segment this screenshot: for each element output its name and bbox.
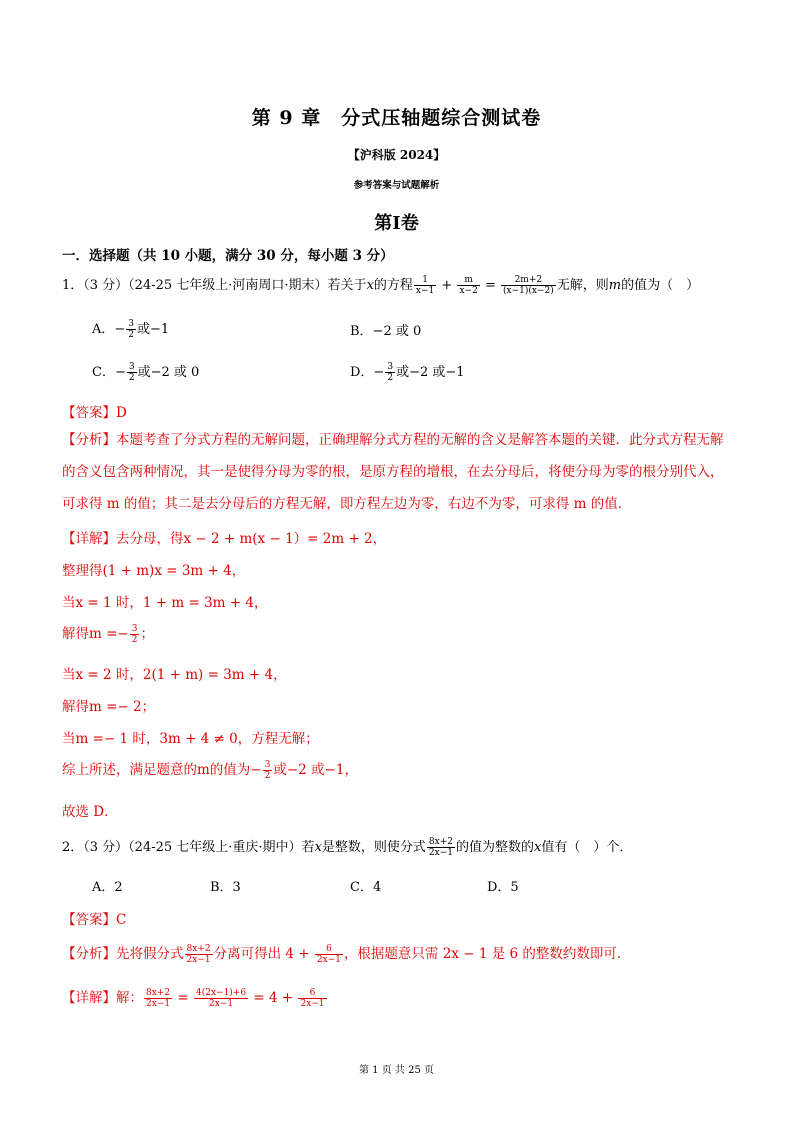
q1-option-a: A．− $\frac{3}{2}$ 或−1 <box>92 319 170 340</box>
q1-detail-line-5: 当x = 2 时，2(1 + m) = 3m + 4， <box>62 667 287 683</box>
q1-detail-line-4: 解得m =− $\frac{3}{2}$ ； <box>62 624 154 645</box>
q1-answer: 【答案】D <box>62 405 127 421</box>
q1-detail-line-6: 解得m =− 2； <box>62 699 156 715</box>
q2-option-d: D．5 <box>487 880 519 895</box>
q1-detail-line-9: 故选 D． <box>62 804 118 820</box>
q1-option-b: B．−2 或 0 <box>350 324 422 339</box>
section-heading: 一．选择题（共 10 小题，满分 30 分，每小题 3 分） <box>62 248 394 264</box>
q1-detail-line-2: 整理得(1 + m)x = 3m + 4， <box>62 563 246 579</box>
page-footer: 第 1 页 共 25 页 <box>359 1065 434 1076</box>
q1-detail-line-3: 当x = 1 时，1 + m = 3m + 4， <box>62 595 268 611</box>
q2-option-a: A．2 <box>92 880 123 895</box>
q2-stem: 2．（3 分）（24-25 七年级上·重庆·期中）若x是整数，则使分式 $\frac{8x+2}{2x-1}$ 的值为整数的x值有（ ）个． <box>62 837 633 858</box>
q1-detail-line-8: 综上所述，满足题意的m的值为− $\frac{3}{2}$ 或−2 或−1， <box>62 760 358 781</box>
q1-detail-line-1: 【详解】去分母，得x − 2 + m(x − 1）= 2m + 2， <box>62 531 387 547</box>
q1-option-c: C．− $\frac{3}{2}$ 或−2 或 0 <box>92 362 200 383</box>
q1-stem: 1．（3 分）（24-25 七年级上·河南周口·期末）若关于x的方程 $\frac{1}{x-1}$ + $\frac{m}{x-2}$ = $\frac{2m+2}{(x-1)(x-2)}$ 无解，则m的值为（ ） <box>62 275 700 296</box>
q1-analysis: 【分析】本题考查了分式方程的无解问题，正确理解分式方程的无解的含义是解答本题的关键．此分式方程无解的含义包含两种情况，其一是使得分母为零的根，是原方程的增根，在去分母后，将使分母为零的根分别代入，可求得 m 的值；其二是去分母后的方程无解，即方程左边为零，右边不为零，可求得 m 的值． <box>62 432 724 512</box>
volume-heading: 第I卷 <box>374 213 419 234</box>
q1-detail-line-7: 当m =− 1 时，3m + 4 ≠ 0，方程无解； <box>62 731 319 747</box>
q2-option-b: B．3 <box>210 880 241 895</box>
q1-option-d: D．− $\frac{3}{2}$ 或−2 或−1 <box>350 362 465 383</box>
q2-option-c: C．4 <box>350 880 382 895</box>
edition-label: 【沪科版 2024】 <box>347 148 446 162</box>
page-title: 第 9 章 分式压轴题综合测试卷 <box>251 107 542 129</box>
q2-detail: 【详解】解： $\frac{8x+2}{2x-1}$ = $\frac{4(2x-1)+6}{2x-1}$ = 4 + $\frac{6}{2x-1}$ <box>62 988 325 1009</box>
q2-analysis: 【分析】先将假分式 $\frac{8x+2}{2x-1}$ 分离可得出 4 + $\frac{6}{2x-1}$ ，根据题意只需 2x − 1 是 6 的整数约数即可． <box>62 944 631 965</box>
answer-subtitle: 参考答案与试题解析 <box>353 180 440 191</box>
q2-answer: 【答案】C <box>62 912 127 928</box>
